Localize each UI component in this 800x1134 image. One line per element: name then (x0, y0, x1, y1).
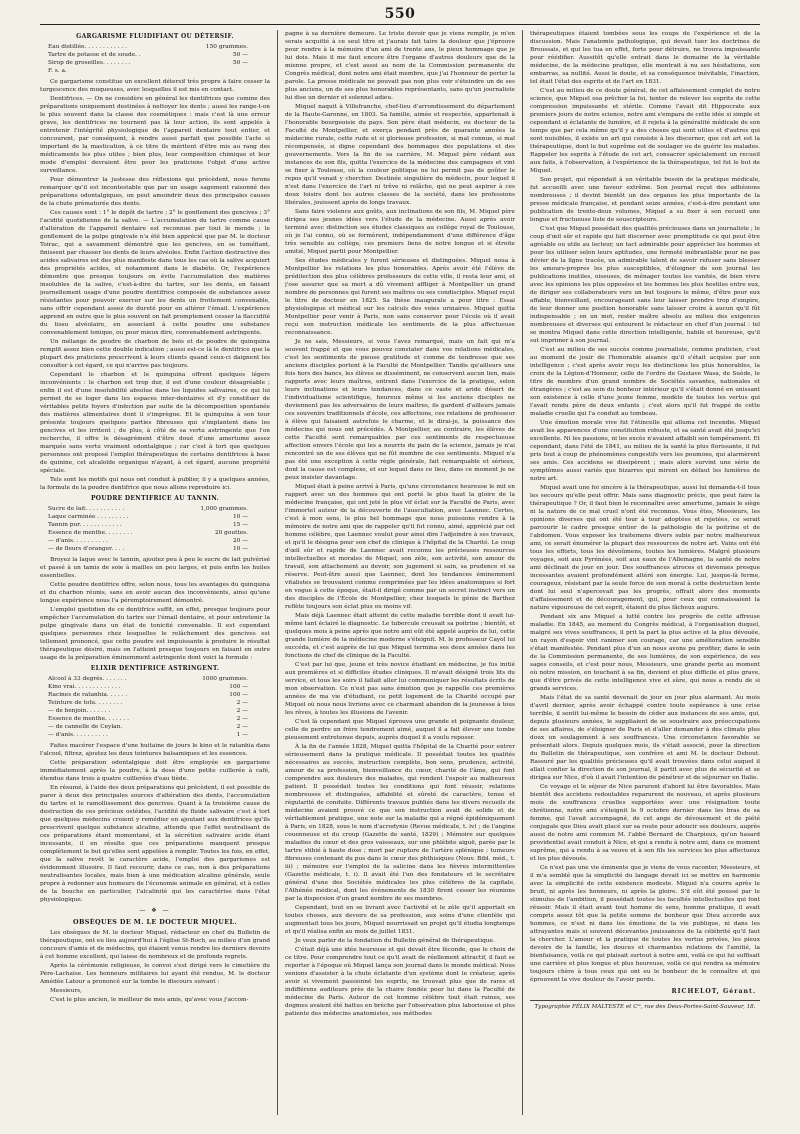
paragraph: Les obsèques de M. le docteur Miquel, rédacteur en chef du Bulletin de thérapeutique, ont eu lieu aujourd'hui à l'église St-Roch, au milieu d'un grand concours d'amis et de médecins, qui étaient venus rendre les derniers devoirs à cet homme excellent, qui laisse de nombreux et de profonds regrets. (40, 930, 270, 960)
recipe-quantity (182, 67, 248, 75)
recipe-ingredient: Eau distillée. . . . . . . . . . . . (48, 44, 127, 50)
recipe-quantity: 20 — (232, 538, 248, 544)
paragraph: Cependant, tout en se livrant avec l'activité et le zèle qu'il apportait en toutes choses, aux devoirs de sa profession, aux soins d'une clientèle qui augmentait tous les jours, Miquel nourrissait un projet qu'il étudia longtemps et qu'il réalisa enfin au mois de juillet 1831. (285, 905, 515, 935)
recipe-row (48, 723, 248, 731)
recipe-row (48, 683, 248, 691)
recipe-row (48, 699, 248, 707)
paragraph: C'est là cependant que Miquel éprouva une grande et poignante douleur, celle de perdre un frère tendrement aimé, auquel il a fait élever une tombe pieusement entretenue depuis, auprès duquel il a voulu reposer. (285, 719, 515, 741)
paragraph: En résumé, à l'aide des deux préparations qui précèdent, il est possible de parer à deux des principales sources d'altération des dents, l'accumulation du tartre et le ramollissement des gencives. Quant à la troisième cause de destruction de ces précieux ostéides, l'acidité du fluide salivaire c'est à tort que quelques médecins croient y remédier en ajoutant aux dentifrices qu'ils prescrivent quelque substance alcaline, attendu que l'effet neutralisant de ces préparations étant momentané, et la sécrétion salivaire acide étant incessante, il en résulte que ces préparations manquent presque complètement le but qu'elles sont appelées à remplir. Toutes les fois, en effet, que la salive revêt le caractère acide, l'emploi des gargarismes est évidemment illusoire. Il faut recourir, dans ce cas, non à des préparations neutralisantes locales, mais bien à une médication alcaline générale, seule propre à redonner aux humeurs de l'économie animale en général, et à celles de la bouche en particulier, l'alcalinité qui les caractérise dans l'état physiologique. (40, 785, 270, 903)
gargarisme-recipe (48, 43, 248, 75)
paragraph: À la fin de l'année 1828, Miquel quitta l'hôpital de la Charité pour entrer sérieusement dans la pratique médicale. Il possédait toutes les qualités nécessaires au succès, instruction complète, bon sens, prudence, activité, amour de sa profession, bienveillance du cœur, charité de l'âme, qui font comprendre aux douleurs des malades, qui rendent l'espoir au malheureux patient. Il possédait toutes les conditions qui font réussir, relations nombreuses et distinguées, affabilité et sûreté de caractère, tenue et régularité de conduite. Différents travaux publiés dans les divers recueils de médecine avaient prouvé ce que son instruction avait de solide et de véritablement pratique, une note sur la maladie qui a régné épidémiquement à Paris, en 1828, sous le nom d'acrodynie (Revue médicale, t. iv) ; de l'angine couenneuse et du croup (Gazette de santé, 1829) ; Mémoire sur quelques maladies du cœur et des gros vaisseaux, sur une phlébite aiguë, parée par le tartre stibié à haute dose ; mort par rupture de l'artère splénique ; tumeurs fibreuses contenant du pus dans le cœur des phthisiques (Nouv. Bibl. méd., t. iii) ; mémoire sur l'emploi de la salicine dans les fièvres intermittentes (Gazette médicale, t. i). Il avait été l'un des fondateurs et le secrétaire général d'une des Sociétés médicales les plus célèbres de la capitale, l'Athénée médical, dont les événements de 1830 firent cesser les réunions par la dispersion d'un grand nombre de ses membres. (285, 744, 515, 902)
paragraph: Miquel était à peine arrivé à Paris, qu'une circonstance heureuse le mit en rapport avec un des hommes qui ont porté le plus haut la gloire de la médecine française, qui ont jeté le plus vif éclat sur la Faculté de Paris, avec l'immortel auteur de la découverte de l'auscultation, avec Laennec. Certes, c'est à mon sens, le plus bel hommage que nous puissions rendre à la mémoire de notre ami que de rappeler qu'il fut connu, aimé, apprécié par cet homme célèbre, que Laennec voulut pour ainsi dire l'adjoindre à ses travaux, et qu'il le désigna pour son chef de clinique à l'hôpital de la Charité. Le coup d'œil sûr et rapide de Laennec avait reconnu les précieuses ressources intellectuelles et morales de Miquel, son zèle, son activité, son amour du travail, son attachement au devoir, son jugement si sain, sa prudence et sa réserve. Peut-être aussi que Laennec, dont les tendances éminemment vitalistes se trouvaient comme comprimées par les idées anatomiques si fort en vogue à cette époque, était-il dirigé comme par un secret instinct vers un des disciples de l'École de Montpellier, chez lesquels le génie de Barthez reflète toujours son éclat plus ou moins vif. (285, 484, 515, 610)
recipe-row (48, 505, 248, 513)
recipe-ingredient: Tannin pur. . . . . . . . . . . . (48, 522, 122, 528)
recipe-row (48, 67, 248, 75)
paragraph: C'est au milieu de ses succès comme journaliste, comme praticien, c'est au moment de jouir de l'honorable aisance qu'il s'était acquise par son intelligence ; c'est après avoir reçu les distinctions les plus honorables, la croix de la Légion-d'Honneur, celle de l'ordre de Gustave Wasa, de Suède, le titre de membre d'un grand nombre de Sociétés savantes, nationales et étrangères ; c'est au sein du bonheur intérieur qu'il s'était donné en unissant son existence à celle d'une jeune femme, modèle de toutes les vertus qui l'avait rendu père de deux enfants ; c'est alors qu'il fut frappé de cette maladie cruelle qui l'a conduit au tombeau. (530, 347, 760, 417)
paragraph: Cependant le charbon et le quinquina offrent quelques légers inconvénients : le charbon est trop dur, il est d'une couleur désagréable ; enfin il est d'une insolubilité absolue dans les liquides salivaires, ce qui lui permet de se loger dans les espaces inter-dentaires et d'y constituer de véritables petits foyers d'infection par suite de la décomposition spontanée des matières alimentaires dont il s'imprègne. Et le quinquina à son tour présente toujours quelques parties fibreuses qui s'implantent dans les gencives et les irritent ; de plus, à côté de sa vertu astringente que l'on recherche, il offre le désagrément d'être doué d'une amertume assez marquée sans vertu vraiment odontalgique ; car c'est à tort que quelques personnes ont proposé l'emploi thérapeutique de certains dentifrices à base de quinine, cet alcaloïde organique n'ayant, à cet égard, aucune propriété spéciale. (40, 372, 270, 474)
recipe-ingredient: Tartre de potasse et de soude. . (48, 52, 141, 58)
paragraph: Ce voyage et le séjour de Nice parurent d'abord lui être favorables. Mais bientôt des accidens redoutables reparurent de nouveau, et après plusieurs mois de souffrances cruelles supportées avec une résignation toute chrétienne, notre ami s'éteignit le 9 octobre dernier dans les bras de sa femme, qui l'avait accompagné, de cet ange de dévouement et de piété conjugale que Dieu avait placé sur sa route pour adoucir ses douleurs, auprès aussi de notre ami commun M. l'abbé Bernard de Charpieux, qu'un hasard providentiel avait conduit à Nice, et qui a rendu à notre ami, dans ce moment suprême, qui a rendu à sa veuve et à son fils les services les plus affectueux et les plus dévoués. (530, 784, 760, 862)
column-3 (530, 30, 760, 1120)
recipe-ingredient: — d'anis. . . . . . . . . . (48, 538, 108, 544)
imprint-rule (530, 1000, 760, 1001)
paragraph: Ce gargarisme constitue un excellent détersif très propre à faire cesser la turgescence des muqueuses, avec lesquelles il est mis en contact. (40, 79, 270, 93)
recipe-quantity: 50 — (232, 60, 248, 66)
paragraph: Je veux parler de la fondation du Bulletin général de thérapeutique. (295, 938, 495, 944)
paragraph: Tels sont les motifs qui nous ont conduit à publier, il y a quelques années, la formule de la poudre dentifrice que nous allons reproduire ici. (40, 477, 270, 491)
paragraph: thérapeutiques étaient tombées sous les coups de l'expérience et de la discussion. Mais l'anatomie pathologique, qui devait tuer les doctrines de Broussais, et qui les tua en effet, forte pour détruire, ne trouva impuissante pour réédifier. Aussitôt qu'elle entrait dans le domaine de la véritable médecine, de la médecine pratique, elle montrait à nu ses hésitations, son embarras, sa nullité. Aussi le doute, et sa conséquence inévitable, l'inaction, tel était l'état des esprits et de l'art en 1831. (530, 31, 760, 85)
recipe-ingredient: Essence de menthe. . . . . . . . (48, 530, 133, 536)
paragraph: Miquel naquit à Villefranche, chef-lieu d'arrondissement du département de la Haute-Garonne, en 1803. Sa famille, aimée et respectée, appartenait à l'honorable bourgeoisie du pays. Son père était médecin, ou docteur de la Faculté de Montpellier, et exerça pendant près de quarante années la médecine rurale, cette rude et si glorieuse profession, si mal connue, si mal récompensée, si digne cependant des hommages des populations et des gouvernements. Vers la fin de sa carrière, M. Miquel père cédant aux instances de son fils, quitta l'exercice de la médecine des campagnes et vint se fixer à Toulouse, où la couleur politique ne lui permit pas de goûter le repos qu'il venait y chercher. Destinée singulière du médecin, pour lequel il n'est dans l'exercice de l'art ni trêve ni relâche, qui ne peut aspirer à ces doux loisirs dont les autres classes de la société, dans les professions libérales, jouissent après de longs travaux. (285, 104, 515, 206)
recipe-row (48, 715, 248, 723)
recipe-ingredient: Sucre de lait. . . . . . . . . . . (48, 506, 125, 512)
paragraph: C'est que Miquel possédait des qualités précieuses dans un journaliste ; le coup d'œil sûr et rapide qui fait discerner avec promptitude ce qui peut être agréable ou utile au lecteur, un tact admirable pour apprécier les hommes et pour les utiliser selon leurs aptitudes, une fermeté inébranlable pour ne pas dévier de la ligne tracée, un admirable talent de savoir refuser sans blesser les amours-propres les plus susceptibles, d'éloigner de son journal les publications inutiles, oiseuses, de ménager toutes les vanités, de bien vivre avec les opinions les plus opposées et les hommes les plus hostiles entre eux, de diriger ses collaborateurs vers un but toujours le même, d'être pour eux affable, bienveillant, encourageant sans leur laisser prendre trop d'empire, de leur donner une position honorable sans laisser croire à aucun qu'il fût indispensable ; en un mot, rester maître absolu au milieu des exigences nombreuses et diverses qui entourent le rédacteur en chef d'un journal : tel se montra Miquel dans cette direction intelligente, habile et heureuse, qu'il sut imprimer à son journal. (530, 226, 760, 344)
paragraph: C'est au milieu de ce doute général, de cet affaissement complet de notre science, que Miquel osa prêcher la foi, tenter de relever les esprits de cette compression impuissante et stérile. Comme l'avait dit Hippocrate aux premiers jours de notre science, notre ami s'empara de cette idée si simple et cependant si éclatante de lumière, et il rejeta à la généralité médicale de son temps que par cela même qu'il y a des choses qui sont utiles et d'autres qui sont nuisibles, il existe un art qui consiste à les discerner, que cet art est la thérapeutique, dont le but suprême est de soulager ou de guérir les malades. Rappeler les esprits à l'étude de cet art, consacrer spécialement un recueil aux faits, à l'observation, à l'expérience de la thérapeutique, tel fut le but de Miquel. (530, 88, 760, 174)
recipe-row (48, 691, 248, 699)
recipe-row (48, 51, 248, 59)
paragraph: pagne à sa dernière demeure. Le triste devoir que je viens remplir, je m'en serais acquitté à ce seul titre et j'aurais fait taire la douleur que j'éprouve pour rendre à la mémoire d'un ami de trente ans, le pieux hommage que je lui dois. Mais il me faut encore être l'organe d'autres douleurs que de la mienne propre, et c'est aussi au nom de la Commission permanente du Congrès médical, dont notre ami était membre, que j'ai l'honneur de porter la parole. La presse médicale ne pouvait pas non plus voir s'éteindre un de ses plus anciens, un de ses plus honorables représentants, sans qu'un journaliste lui dise un dernier et solennel adieu. (285, 31, 515, 101)
paragraph: Dentifrices. — On ne considère en général les dentifrices que comme des préparations uniquement destinées à nettoyer les dents ; aussi les range-t-on le plus souvent dans la classe des cosmétiques : mais c'est là une erreur grave, les dentifrices ne tournent pas là leur action, ils sont appelés à entretenir l'intégrité physiologique de l'appareil dentaire tout entier, et concourent, par conséquent, à rendre aussi parfait que possible l'acte si important de la mastication, à ce titre ils méritent d'être mis au rang des médicaments les plus utiles ; bien plus, leur composition chimique et leur mode d'emploi devraient être pour les praticiens l'objet d'une active surveillance. (40, 96, 270, 174)
paragraph: Cette préparation odontalgique doit être employée en gargarisme immédiatement après la poudre, à la dose d'une petite cuillerée à café, étendue dans trois à quatre cuillerées d'eau tiède. (40, 760, 270, 782)
recipe-row (48, 59, 248, 67)
poudre-recipe (48, 505, 248, 553)
recipe-quantity: 10 — (232, 546, 248, 552)
paragraph: Ses études médicales y furent sérieuses et distinguées. Miquel noua à Montpellier les relations les plus honorables. Après avoir été l'élève de prédilection des plus célèbres professeurs de cette ville, il resta leur ami, et j'ose assurer que sa mort a dû vivement affliger à Montpellier un grand nombre de personnes qui furent ses maîtres ou ses condisciples. Miquel reçut le titre de docteur en 1825. Sa thèse inaugurale a pour titre : Essai physiologique et médical sur les calculs des voies urinaires. Miquel quitta Montpellier pour venir à Paris, non sans conserver pour l'école où il avait reçu son instruction médicale les sentiments de la plus affectueuse reconnaissance. (285, 258, 515, 336)
paragraph: C'était déjà une idée heureuse et qui devait être féconde, que le choix de ce titre. Pour comprendre tout ce qu'il avait de réellement attractif, il faut se reporter à l'époque où Miquel lança son journal dans le monde médical. Nous venions d'assister à la chute éclatante d'un système dont le créateur, après avoir si vivement passionné les esprits, ne trouvait plus que de rares et indifférens auditeurs près de la chaire fondée pour lui dans la Faculté de médecine de Paris. Auteur de cet homme célèbre tout était ruines, ses dogmes avaient été battus en brèche par l'observation plus laborieuse et plus patiente des médecins anatomistes, ses méthodes (285, 947, 515, 1017)
recipe-row (48, 521, 248, 529)
paragraph: Ce n'est pas une vie éminente que je viens de vous raconter, Messieurs, et il m'a semblé que la simplicité du langage devait ici se mettre en harmonie avec la simplicité de cette existence modeste. Miquel n'a courru après le bruit, ni après les honneurs, ni après la gloire. S'il eût été poussé par le stimulus de l'ambition, il possédait toutes les facultés intellectuelles qui font réussir. Mais il était avant tout homme de sens, homme pratique, il avait compris assez tôt que la petite somme de bonheur que Dieu accorde aux hommes, ce n'est ni dans les émotions de la vie publique, ni dans les attrayantes mais si souvent décevantes jouissances de la célébrité qu'il faut la chercher. L'amour et la pratique de toutes les vertus privées, les pieux devoirs de la famille, les douces et charmantes relations de l'amitié, la bienfaisance, voilà ce qui plaisait surtout à notre ami, voilà ce qui lui suffisait une carrière et plus longue et plus heureuse, voilà ce qui rendra sa mémoire toujours chère à tous ceux qui ont eu le bonheur de le connaître et qui éprouvent la vive douleur de l'avoir perdu. (530, 865, 760, 983)
recipe-quantity: 2 — (236, 716, 248, 722)
recipe-ingredient: Racines de ratanhia. . . . . . (48, 692, 128, 698)
recipe-row (48, 529, 248, 537)
column-divider-2 (522, 30, 523, 1115)
recipe-quantity: 2 — (236, 724, 248, 730)
paragraph: Sans faire violence aux goûts, aux inclinations de son fils, M. Miquel père dirigea ses jeunes idées vers l'étude de la médecine. Aussi après avoir terminé avec distinction ses études classiques au collège royal de Toulouse, où je l'ai connu, où se formèrent, indépendamment d'une différence d'âge très sensible au collège, ces premiers liens de notre longue et si étroite amitié, Miquel partit pour Montpellier. (285, 209, 515, 255)
recipe-quantity: 20 gouttes. (214, 530, 248, 536)
paragraph: Miquel avait une foi sincère à la thérapeutique, aussi lui demanda-t-il tous les secours qu'elle peut offrir. Mais sans diagnostic précis, que peut faire la thérapeutique ? Or, il faut bien le reconnaître avec amertume, jamais le siège ni la nature de ce mal cruel n'ont été reconnus. Vous êtes, Messieurs, les opinions diverses qui ont été tour à tour adoptées et rejetées, ce serait parcourir le cadre presque entier de la pathologie de la poitrine et de l'abdomen. Vous exposer les traitemens divers subis par notre malheureux ami, ce serait énumérer la plupart des ressources de notre art. Vains ont été tous les efforts, tous les dévoûmens, toutes les lumières. Malgré plusieurs voyages, soit aux Pyrénées, soit aux eaux de l'Allemagne, la santé de notre ami déclinait de jour en jour. Des souffrances atroces et devenues presque incessantes avaient profondément altéré son énergie. Lui, jusque-là ferme, courageux, résistant par la seule force de son moral à cette destruction lente dont lui seul n'apercevait pas les progrès, offrait alors des moments d'affaissement et de découragement, qui, pour ceux qui connaissaient la nature vigoureuse de cet esprit, étaient du plus fâcheux augure. (530, 485, 760, 611)
recipe-row (48, 537, 248, 545)
recipe-ingredient: — de fleurs d'oranger. . . . (48, 546, 125, 552)
paragraph: Faites macérer l'espace d'une huitaine de jours le kino et le ratanhia dans l'alcool, filtrez, ajoutez les deux teintures balsamiques et les essences. (40, 743, 270, 757)
paragraph: C'est le plus ancien, le meilleur de mes amis, qu'avec vous j'accom- (50, 997, 249, 1003)
recipe-row (48, 707, 248, 715)
section-divider: — ❖ — (139, 907, 171, 914)
signature: RICHELOT, Gérant. (671, 988, 756, 995)
header-rule (40, 24, 760, 25)
recipe-quantity: 100 — (229, 684, 248, 690)
recipe-ingredient: Essence de menthe. . . . . . . (48, 716, 129, 722)
recipe-quantity: 15 — (232, 522, 248, 528)
recipe-quantity: 50 — (232, 52, 248, 58)
recipe-ingredient: — de cannelle de Ceylan. (48, 724, 123, 730)
paragraph: Messieurs, (50, 988, 82, 994)
printer-imprint: Typographie FÉLIX MALTESTE et Cⁱᵉ, rue des Deux-Portes-Saint-Sauveur, 18. (534, 1004, 756, 1010)
paragraph: Après la cérémonie religieuse, le convoi s'est dirigé vers le cimetière du Père-Lachaise. Les honneurs militaires lui ayant été rendus, M. le docteur Amédée Latour a prononcé sur la tombe le discours suivant : (40, 963, 270, 985)
recipe-ingredient: Alcool à 33 degrés. . . . . . . (48, 676, 127, 682)
recipe-quantity: 2 — (236, 708, 248, 714)
recipe-quantity: 1000 grammes. (202, 676, 248, 682)
recipe-quantity: 1,000 grammes. (200, 506, 248, 512)
recipe-ingredient: — de benjoin. . . . . . . (48, 708, 111, 714)
paragraph: Ces causes sont : 1° le dépôt de tartre ; 2° le gonflement des gencives ; 3° l'acidité quotidienne de la salive. — L'accumulation du tartre comme cause d'altération de l'appareil dentaire est reconnue par tout le monde ; le gonflement de la pulpe gingivale n'a été bien apprécié que par M. le docteur Toirac, qui a savamment démontré que les gencives, en se tuméfiant, finissent par chasser les dents de leurs alvéoles. Enfin l'action destructive des acides salivaires est des plus manifeste dans tous les cas où la salive acquiert des propriétés acides, et notamment dans le diabète. Or, l'expérience démontre que presque toujours on évite l'accumulation des matières insolubles de la salive, c'est-à-dire du tartre, sur les dents, en faisant journellement usage d'une poudre dentifrice composée de substances assez résistantes pour pouvoir exercer sur les dents un frottement convenable, sans offrir cependant assez de dureté pour en altérer l'émail. L'expérience apprend en outre que le plus souvent on fait promptement cesser la flaccidité du tissu alvéolaire, en associant à cette poudre une substance convenablement tonique, ou pour mieux dire, convenablement astringente. (40, 210, 270, 336)
recipe-ingredient: Teinture de tolu. . . . . . . . (48, 700, 123, 706)
paragraph: Broyez la laque avec le tannin, ajoutez peu à peu le sucre de lait pulvérisé et passé à un tamis de soie à mailles un peu larges, et puis enfin les huiles essentielles. (40, 557, 270, 579)
recipe-quantity: 10 — (232, 514, 248, 520)
elixir-recipe (48, 675, 248, 739)
recipe-quantity: 2 — (236, 700, 248, 706)
obseques-title: OBSÈQUES DE M. LE DOCTEUR MIQUEL. (73, 918, 237, 926)
paragraph: L'emploi quotidien de ce dentifrice suffit, en effet, presque toujours pour empêcher l'accumulation du tartre sur l'émail dentaire, et pour entretenir la pulpe gingivale dans un état de tonicité convenable. Il est cependant quelques personnes chez lesquelles le relâchement des gencives est tellement prononcé, que cette poudre est impuissante à produire le résultat thérapeutique désiré, mais on l'atteint presque toujours en faisant en outre usage de la préparation éminemment astringente dont voici la formule : (40, 607, 270, 661)
recipe-ingredient: Kino vrai. . . . . . . . . . . . . (48, 684, 121, 690)
recipe-quantity: 1 — (236, 732, 248, 738)
paragraph: Mais l'état de sa santé devenait de jour en jour plus alarmant. Au mois d'avril dernier, après avoir échappé contre toute espérance à une crise terrible, il sentit lui-même le besoin de céder aux instances de ses amis, qui, depuis plusieurs années, le suppliaient de se soustraire aux préoccupations de ses affaires, de s'éloigner de Paris et d'aller demander à des climats plus doux un soulagement à ses souffrances. Une circonstance favorable se présentait alors. Depuis quelques mois, ils s'était associé, pour la direction du Bulletin de thérapeutique, son confrère et ami M. le docteur Debout. Rassuré par les qualités précieuses qu'il avait trouvées dans celui auquel il allait confier la direction de son journal, il partit avec plus de sécurité et se dirigea sur Nice, d'où il avait l'intention de pénétrer et de séjourner en Italie. (530, 695, 760, 781)
recipe-quantity: 100 — (229, 692, 248, 698)
paragraph: Mais déjà Laennec était atteint de cette maladie terrible dont il avait lui-même tant éclairé le diagnostic. Le tubercule creusait sa poitrine ; bientôt, et quelques mois à peine après que notre ami eût été appelé auprès de lui, cette grande lumière de la médecine moderne s'éteignit. M. le professeur Cayol lui succéda, et c'est auprès de lui que Miquel termina ses deux années dans les fonctions de chef de clinique de la Faculté. (285, 613, 515, 659)
gargarisme-title: GARGARISME FLUIDIFIANT OU DÉTERSIF. (76, 33, 234, 40)
recipe-ingredient: F. s. a. (48, 68, 67, 74)
recipe-row (48, 731, 248, 739)
recipe-quantity: 150 grammes. (205, 44, 248, 50)
recipe-row (48, 675, 248, 683)
poudre-title: POUDRE DENTIFRICE AU TANNIN. (91, 495, 219, 502)
paragraph: C'est par lui que, jeune et très novice étudiant en médecine, je fus initié aux premières et si difficiles études cliniques. Il m'avait désigné trois lits du service, et tous les soirs il fallait aller lui communiquer les résultats écrits de mon observation. Ce n'est pas sans émotion que je rappelle ces premières années de ma vie d'étudiant, ce petit logement de la Charité occupé par Miquel où nous nous livrions avec ce charmant abandon de la jeunesse à tous les rêves, à toutes les illusions de l'avenir. (285, 662, 515, 716)
column-2 (285, 30, 515, 1120)
recipe-ingredient: Sirop de groseilles. . . . . . . . (48, 60, 131, 66)
elixir-title: ELIXIR DENTIFRICE ASTRINGENT. (90, 665, 220, 672)
paragraph: Cette poudre dentifrice offre, selon nous, tous les avantages du quinquina et du charbon réunis, sans en avoir aucun des inconvénients, ainsi qu'une longue expérience nous l'a péremptoirement démontré. (40, 582, 270, 604)
recipe-row (48, 545, 248, 553)
column-divider-1 (277, 30, 278, 1115)
recipe-row (48, 43, 248, 51)
recipe-ingredient: Laque carminée . . . . . . . . . (48, 514, 129, 520)
recipe-ingredient: — d'anis. . . . . . . . . . (48, 732, 108, 738)
page-number: 550 (384, 6, 416, 22)
paragraph: Je ne sais, Messieurs, si vous l'avez remarqué, mais un fait qui m'a souvent frappé et que vous pouvez constater dans vos relations médicales, c'est les sentiments de pieuse gratitude et comme de tendresse que ses anciens disciples portent à la Faculté de Montpellier. Tandis qu'ailleurs une fois hors des bancs, les élèves se disséminent, ne conservent aucun lien, mais rapports avec leurs maîtres, entrent dans l'exercice de la pratique, selon leurs inclinations et leurs tendances, dans ce vaste et aride désert de l'individualisme scientifique, heureux même si les anciens disciples ne deviennent pas les adversaires de leurs maîtres, ils gardent d'ailleurs jamais ces souvenirs traditionnels d'école, ces affections, ces relations de professeur à élève qui faisaient autrefois le charme, et le dirai-je, la puissance des médecins qui nous ont précédés. À Montpellier, au contraire, les élèves de cette Faculté sont remarquables par ces sentiments de respectueuse affection envers l'école qui les a nourris du pain de la science, jamais je n'ai rencontré un de ses élèves qui ne fût membre de ces sentiments. Miquel n'a pas été une exception à cette règle générale, fait remarquable et sérieux, dont la cause est complexe, et sur lequel dans ce lieu, dans ce moment je ne peux insister davantage. (285, 339, 515, 481)
paragraph: Une émotion morale vive fut l'étincelle qui alluma cet incendie. Miquel avait les apparences d'une constitution robuste, et sa santé avait été jusqu'ici excellente. Ni les passions, ni les excès n'avaient affaibli son tempérament. Et cependant, dans l'été de 1841, au milieu de la santé la plus florissante, il fut pris tout à coup de phénomènes congestifs vers les poumons, qui alarmèrent ses amis. Ces accidens se dissipèrent ; mais alors survint une série de symptômes aussi variés que bizarres qui mirent en défaut les lumières de notre art. (530, 420, 760, 482)
paragraph: Pour démontrer la justesse des réflexions qui précèdent, nous ferons remarquer qu'il est incontestable que par un usage sagement raisonné des préparations odontalgiques, on peut amoindrir deux des principales causes de la chute prématurée des dents. (40, 177, 270, 207)
paragraph: Un mélange de poudre de charbon de bois et de poudre de quinquina remplit assez bien cette double indication ; aussi est-ce là le dentifrice que la plupart des praticiens prescrivent à leurs clients quand ceux-ci daignent les consulter à cet égard, ce qui n'arrive pas toujours. (40, 339, 270, 369)
paragraph: Son projet, qui répondait à un véritable besoin de la pratique médicale, fut accueilli avec une faveur extrême. Son journal reçut des adhésions nombreuses ; il devint bientôt un des organes les plus importants de la presse médicale française, et pendant seize années, c'est-à-dire pendant une publication de trente-deux volumes, Miquel a su fixer à son recueil une longue et fructueuse liste de souscripteurs. (530, 177, 760, 223)
column-1 (40, 30, 270, 1120)
paragraph: Pendant six ans Miquel a lutté contre les progrès de cette affreuse maladie. En 1845, au moment du Congrès médical, à l'organisation duquel, malgré ses vives souffrances, il prit la part la plus active et la plus dévouée, un rayon d'espoir vint ranimer son courage, car une amélioration sensible s'était manifestée. Pendant plus d'un an nous avons pu profiter, dans le sein de la Commission permanente, de ses lumières, de son expérience, de ses sages conseils, et c'est pour nous, Messieurs, une grande perte au moment où notre mission, en touchant à sa fin, devient et plus difficile et plus grave, que d'être privés de cette intelligence vive et sûre, qui nous a rendu de si grands services. (530, 614, 760, 692)
recipe-row (48, 513, 248, 521)
